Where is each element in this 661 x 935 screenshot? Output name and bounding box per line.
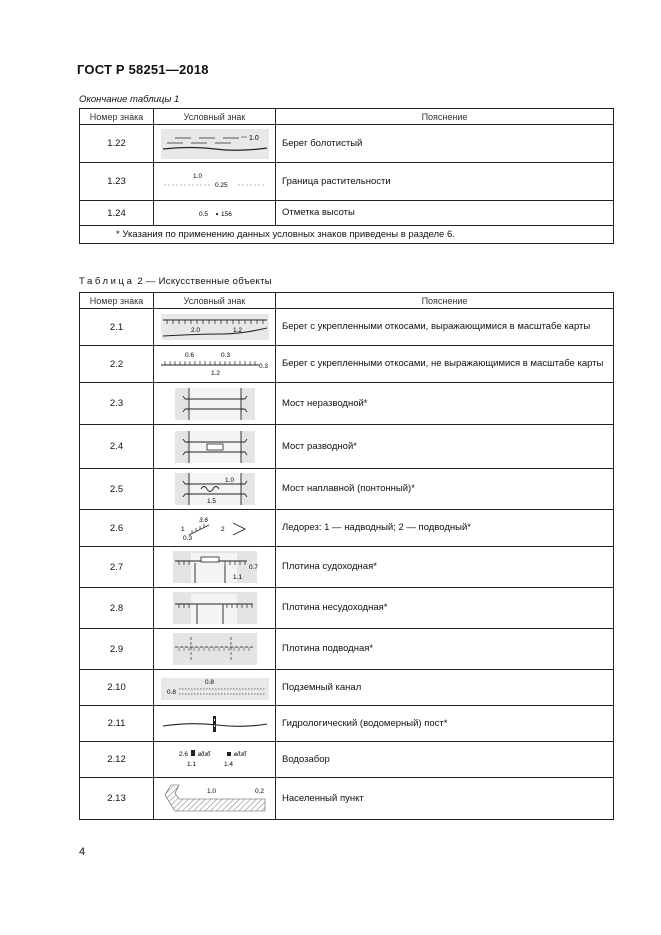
icebreaker-symbol — [161, 513, 269, 543]
symbol-label: 0.3 — [182, 535, 192, 542]
header-symbol: Условный знак — [154, 293, 276, 309]
navigable-dam-symbol — [161, 549, 269, 585]
row-number: 2.13 — [80, 778, 154, 820]
symbol-label: 0.5 — [198, 211, 208, 218]
row-number: 2.3 — [80, 383, 154, 425]
page-number: 4 — [79, 846, 86, 858]
row-number: 2.4 — [80, 425, 154, 469]
settlement-symbol — [161, 781, 269, 817]
table1-caption: Окончание таблицы 1 — [79, 94, 180, 105]
symbol-label: 1.0 — [248, 134, 259, 142]
table-row — [80, 125, 614, 163]
table-row — [80, 588, 614, 629]
row-description: Граница растительности — [276, 163, 614, 201]
row-number: 2.7 — [80, 547, 154, 588]
symbol-cell — [154, 383, 276, 425]
symbol-label: 2.6 — [178, 750, 188, 758]
symbol-label: 156 — [220, 211, 232, 218]
table-row — [80, 425, 614, 469]
symbol-label: 0.3 — [220, 352, 230, 359]
symbol-label: 2.0 — [190, 327, 200, 334]
row-description: Берег с укрепленными откосами, выражающимися в масштабе карты — [276, 309, 614, 346]
table-row — [80, 510, 614, 547]
table-row — [80, 346, 614, 383]
symbol-label: 0.25 — [214, 181, 228, 189]
fortified-shore-unscaled-symbol — [159, 349, 271, 379]
table-row — [80, 778, 614, 820]
symbol-cell — [154, 510, 276, 547]
symbol-cell — [154, 201, 276, 226]
table-row — [80, 547, 614, 588]
symbol-label: 1.2 — [210, 370, 220, 377]
table-footnote: * Указания по применению данных условных знаков приведены в разделе 6. — [80, 226, 614, 244]
document-title: ГОСТ Р 58251—2018 — [77, 62, 209, 77]
symbol-label: 1.4 — [223, 760, 233, 768]
symbol-label: 0.2 — [254, 787, 264, 795]
fortified-shore-scaled-symbol — [161, 312, 269, 342]
underwater-dam-symbol — [161, 631, 269, 667]
symbol-label: 0.3 — [258, 363, 268, 370]
symbol-cell — [154, 629, 276, 670]
table-row — [80, 469, 614, 510]
symbol-cell — [154, 346, 276, 383]
table-row — [80, 201, 614, 226]
header-symbol: Условный знак — [154, 109, 276, 125]
fixed-bridge-symbol — [161, 386, 269, 422]
symbol-cell — [154, 588, 276, 629]
row-description: Водозабор — [276, 742, 614, 778]
row-number: 1.24 — [80, 201, 154, 226]
symbol-label: 2 — [220, 526, 225, 533]
symbol-label: 0.6 — [184, 352, 194, 359]
row-number: 2.10 — [80, 670, 154, 706]
drawbridge-symbol — [161, 429, 269, 465]
symbol-label: 1.5 — [206, 498, 216, 505]
symbol-cell — [154, 706, 276, 742]
row-description: Мост наплавной (понтонный)* — [276, 469, 614, 510]
symbol-label: 1.0 — [192, 172, 202, 180]
row-number: 2.2 — [80, 346, 154, 383]
elevation-mark-symbol — [161, 205, 269, 221]
table-row — [80, 629, 614, 670]
symbol-cell — [154, 778, 276, 820]
table-1 — [79, 108, 614, 244]
vegetation-boundary-symbol — [161, 169, 269, 195]
table-header-row — [80, 293, 614, 309]
row-number: 1.23 — [80, 163, 154, 201]
row-number: 2.8 — [80, 588, 154, 629]
table-row — [80, 670, 614, 706]
row-description: Берег с укрепленными откосами, не выражающимися в масштабе карты — [276, 346, 614, 383]
row-description: Берег болотистый — [276, 125, 614, 163]
row-number: 2.11 — [80, 706, 154, 742]
symbol-label: вдзб — [197, 751, 210, 758]
symbol-label: 0.8 — [204, 678, 214, 686]
symbol-cell — [154, 469, 276, 510]
header-description: Пояснение — [276, 293, 614, 309]
row-number: 2.12 — [80, 742, 154, 778]
row-number: 2.5 — [80, 469, 154, 510]
hydrological-post-symbol — [161, 710, 269, 738]
table-row — [80, 383, 614, 425]
swamp-shore-symbol — [161, 129, 269, 159]
table-row — [80, 706, 614, 742]
table-2 — [79, 292, 614, 820]
header-number: Номер знака — [80, 293, 154, 309]
water-intake-symbol — [161, 746, 269, 774]
row-description: Мост неразводной* — [276, 383, 614, 425]
table-row — [80, 309, 614, 346]
table-header-row — [80, 109, 614, 125]
row-description: Плотина судоходная* — [276, 547, 614, 588]
table2-caption — [79, 276, 272, 287]
symbol-cell — [154, 425, 276, 469]
pontoon-bridge-symbol — [161, 471, 269, 507]
row-number: 1.22 — [80, 125, 154, 163]
row-description: Плотина несудоходная* — [276, 588, 614, 629]
symbol-cell — [154, 125, 276, 163]
symbol-cell — [154, 742, 276, 778]
header-number: Номер знака — [80, 109, 154, 125]
row-description: Отметка высоты — [276, 201, 614, 226]
symbol-label: 1.1 — [186, 760, 196, 768]
symbol-label: вдзб — [233, 751, 246, 758]
row-description: Гидрологический (водомерный) пост* — [276, 706, 614, 742]
symbol-label: 1.0 — [206, 787, 216, 795]
symbol-label: 1.0 — [224, 477, 234, 484]
symbol-label: 1 — [180, 526, 185, 533]
header-description: Пояснение — [276, 109, 614, 125]
row-number: 2.6 — [80, 510, 154, 547]
row-description: Плотина подводная* — [276, 629, 614, 670]
table2-caption-prefix: Таблица — [79, 276, 135, 287]
table-row — [80, 163, 614, 201]
symbol-label: 1.1 — [232, 574, 242, 581]
symbol-cell — [154, 547, 276, 588]
symbol-label: 3.6 — [198, 517, 208, 524]
table-note-row — [80, 226, 614, 244]
symbol-cell — [154, 163, 276, 201]
row-number: 2.1 — [80, 309, 154, 346]
row-description: Населенный пункт — [276, 778, 614, 820]
symbol-label: 0.8 — [166, 688, 176, 696]
row-description: Ледорез: 1 — надводный; 2 — подводный* — [276, 510, 614, 547]
row-description: Мост разводной* — [276, 425, 614, 469]
symbol-cell — [154, 309, 276, 346]
underground-canal-symbol — [161, 674, 269, 702]
row-description: Подземный канал — [276, 670, 614, 706]
symbol-cell — [154, 670, 276, 706]
symbol-label: 1.2 — [232, 327, 242, 334]
symbol-label: 0.7 — [248, 564, 258, 571]
row-number: 2.9 — [80, 629, 154, 670]
non-navigable-dam-symbol — [161, 590, 269, 626]
table2-caption-text: 2 — Искусственные объекты — [137, 276, 272, 287]
table-row — [80, 742, 614, 778]
